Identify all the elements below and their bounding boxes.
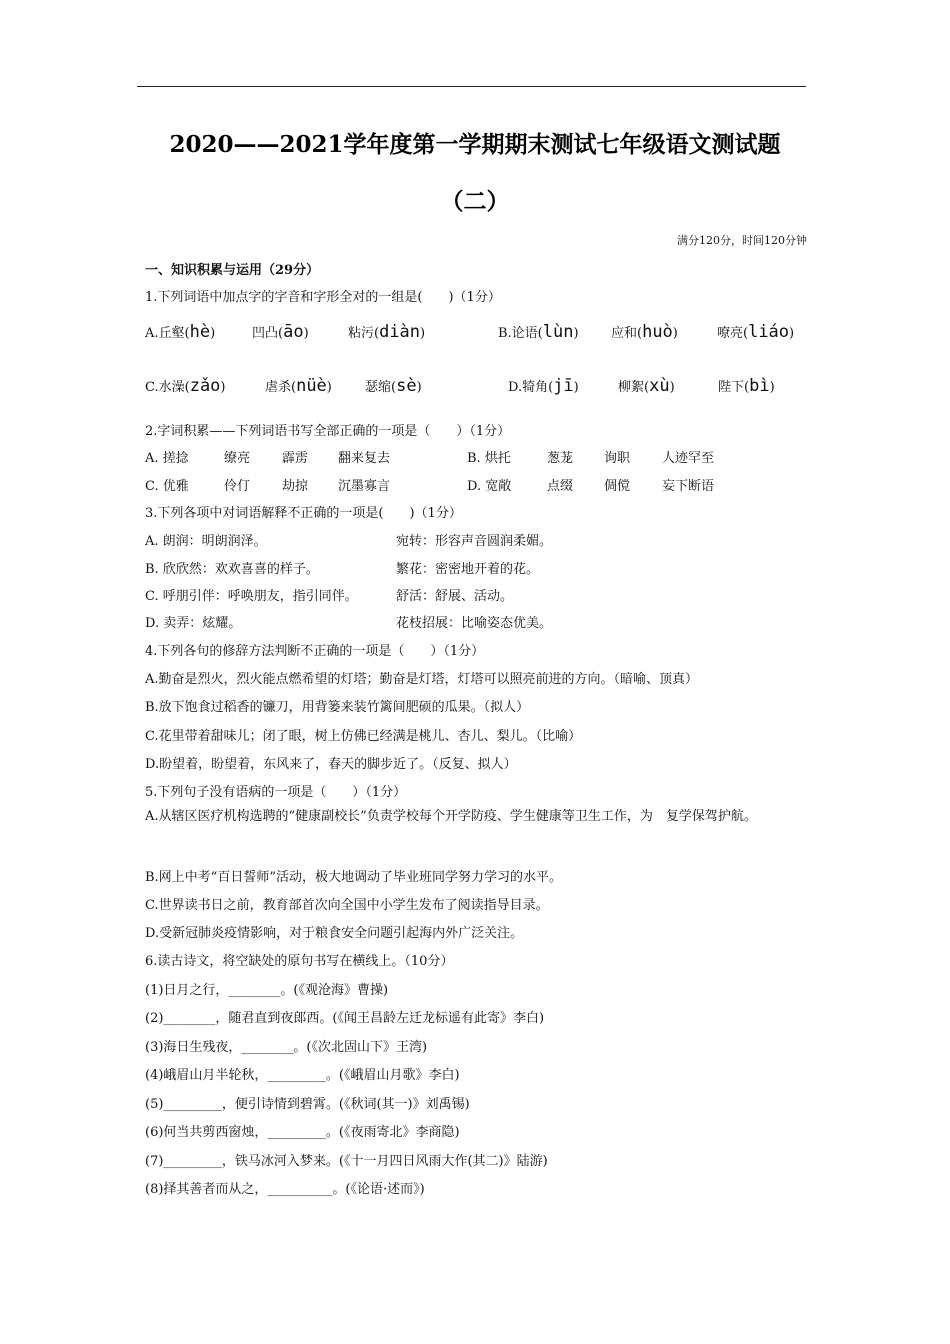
q4-stem: 4.下列各句的修辞方法判断不正确的一项是（ ）（1分） [145,644,485,659]
q3-b-right: 繁花：密密地开着的花。 [396,562,540,577]
q5-option-a: A.从辖区医疗机构选聘的“健康副校长”负责学校每个开学防疫、学生健康等卫生工作，为 复学保驾护航。 [145,809,757,824]
q2-a-2: 缭亮 [224,451,251,466]
q1-option-b2: 应和(huò) [611,322,678,342]
q3-d-left: D. 卖弄：炫耀。 [145,616,242,631]
section-heading: 一、知识积累与运用（29分） [145,263,320,278]
q6-item-3: (3)海日生残夜，________。(《次北固山下》王湾) [145,1040,428,1055]
q4-option-a: A.勤奋是烈火，烈火能点燃希望的灯塔；勤奋是灯塔，灯塔可以照亮前进的方向。（暗喻、顶真） [145,672,699,687]
q1-option-a3: 粘污(diàn) [348,322,426,342]
q3-a-left: A. 朗润：明朗润泽。 [145,534,267,549]
exam-meta: 满分120分，时间120分钟 [677,234,807,247]
q6-item-5: (5)_________，便引诗情到碧霄。(《秋词(其一)》刘禹锡) [145,1097,470,1112]
q2-d-1: D. 宽敞 [467,479,512,494]
q2-a-3: 霹雳 [282,451,309,466]
q2-d-4: 妄下断语 [662,479,715,494]
q1-option-b: B.论语(lùn) [498,322,579,342]
page-subtitle: （二） [440,188,510,215]
q1-option-c2: 虐杀(nüè) [265,376,332,396]
q4-option-c: C.花里带着甜味儿；闭了眼，树上仿佛已经满是桃儿、杏儿、梨儿。（比喻） [145,729,582,744]
q1-option-d2: 柳絮(xù) [618,376,675,396]
q1-stem: 1.下列词语中加点字的字音和字形全对的一组是( )（1分） [145,290,501,305]
q4-option-d: D.盼望着，盼望着，东风来了，春天的脚步近了。（反复、拟人） [145,757,517,772]
q2-c-2: 伶仃 [224,479,251,494]
q2-c-4: 沉墨寡言 [338,479,391,494]
header-rule [137,86,806,87]
q1-option-c: C.水澡(zǎo) [145,376,226,396]
q1-option-d3: 陛下(bì) [718,376,775,396]
q6-item-7: (7)_________，铁马冰河入梦来。(《十一月四日风雨大作(其二)》陆游) [145,1154,548,1169]
q6-item-4: (4)峨眉山月半轮秋，_________。(《峨眉山月歌》李白) [145,1068,460,1083]
q2-b-2: 葱茏 [547,451,574,466]
q1-option-a: A.丘壑(hè) [145,322,216,342]
page-title: 2020——2021学年度第一学期期末测试七年级语文测试题 [169,131,781,158]
q6-item-2: (2)________，随君直到夜郎西。(《闻王昌龄左迁龙标遥有此寄》李白) [145,1011,545,1026]
q6-item-8: (8)择其善者而从之，__________。(《论语·述而》) [145,1182,425,1197]
q2-b-3: 询职 [604,451,631,466]
q2-a-4: 翻来复去 [338,451,391,466]
q1-option-b3: 嘹亮(liáo) [717,322,795,342]
q5-option-d: D.受新冠肺炎疫情影响，对于粮食安全问题引起海内外广泛关注。 [145,926,524,941]
q2-c-1: C. 优雅 [145,479,189,494]
q5-stem: 5.下列句子没有语病的一项是（ ）（1分） [145,785,407,800]
q5-option-c: C.世界读书日之前，教育部首次向全国中小学生发布了阅读指导目录。 [145,898,549,913]
q3-d-right: 花枝招展：比喻姿态优美。 [396,616,553,631]
q2-a-1: A. 搓捻 [145,451,189,466]
q2-b-4: 人迹罕至 [662,451,715,466]
q1-option-d: D.犄角(jī) [508,376,579,396]
q2-stem: 2.字词积累——下列词语书写全部正确的一项是（ ）（1分） [145,424,511,439]
q2-d-2: 点缀 [547,479,574,494]
q4-option-b: B.放下饱食过稻香的镰刀，用背篓来装竹篱间肥硕的瓜果。（拟人） [145,700,530,715]
q3-b-left: B. 欣欣然：欢欢喜喜的样子。 [145,562,319,577]
q6-stem: 6.读古诗文，将空缺处的原句书写在横线上。（10分） [145,954,454,969]
q3-c-left: C. 呼朋引伴：呼唤朋友，指引同伴。 [145,589,358,604]
q3-a-right: 宛转：形容声音圆润柔媚。 [396,534,553,549]
q3-c-right: 舒活：舒展、活动。 [396,589,514,604]
q1-option-c3: 瑟缩(sè) [365,376,422,396]
q5-option-b: B.网上中考“百日誓师”活动，极大地调动了毕业班同学努力学习的水平。 [145,870,562,885]
q2-c-3: 劫掠 [282,479,309,494]
q2-d-3: 倜傥 [604,479,631,494]
q3-stem: 3.下列各项中对词语解释不正确的一项是( )（1分） [145,506,462,521]
q1-option-a2: 凹凸(āo) [252,322,309,342]
q6-item-6: (6)何当共剪西窗烛，_________。(《夜雨寄北》李商隐) [145,1125,460,1140]
q6-item-1: (1)日月之行，________。(《观沧海》曹操) [145,983,389,998]
q2-b-1: B. 烘托 [467,451,511,466]
